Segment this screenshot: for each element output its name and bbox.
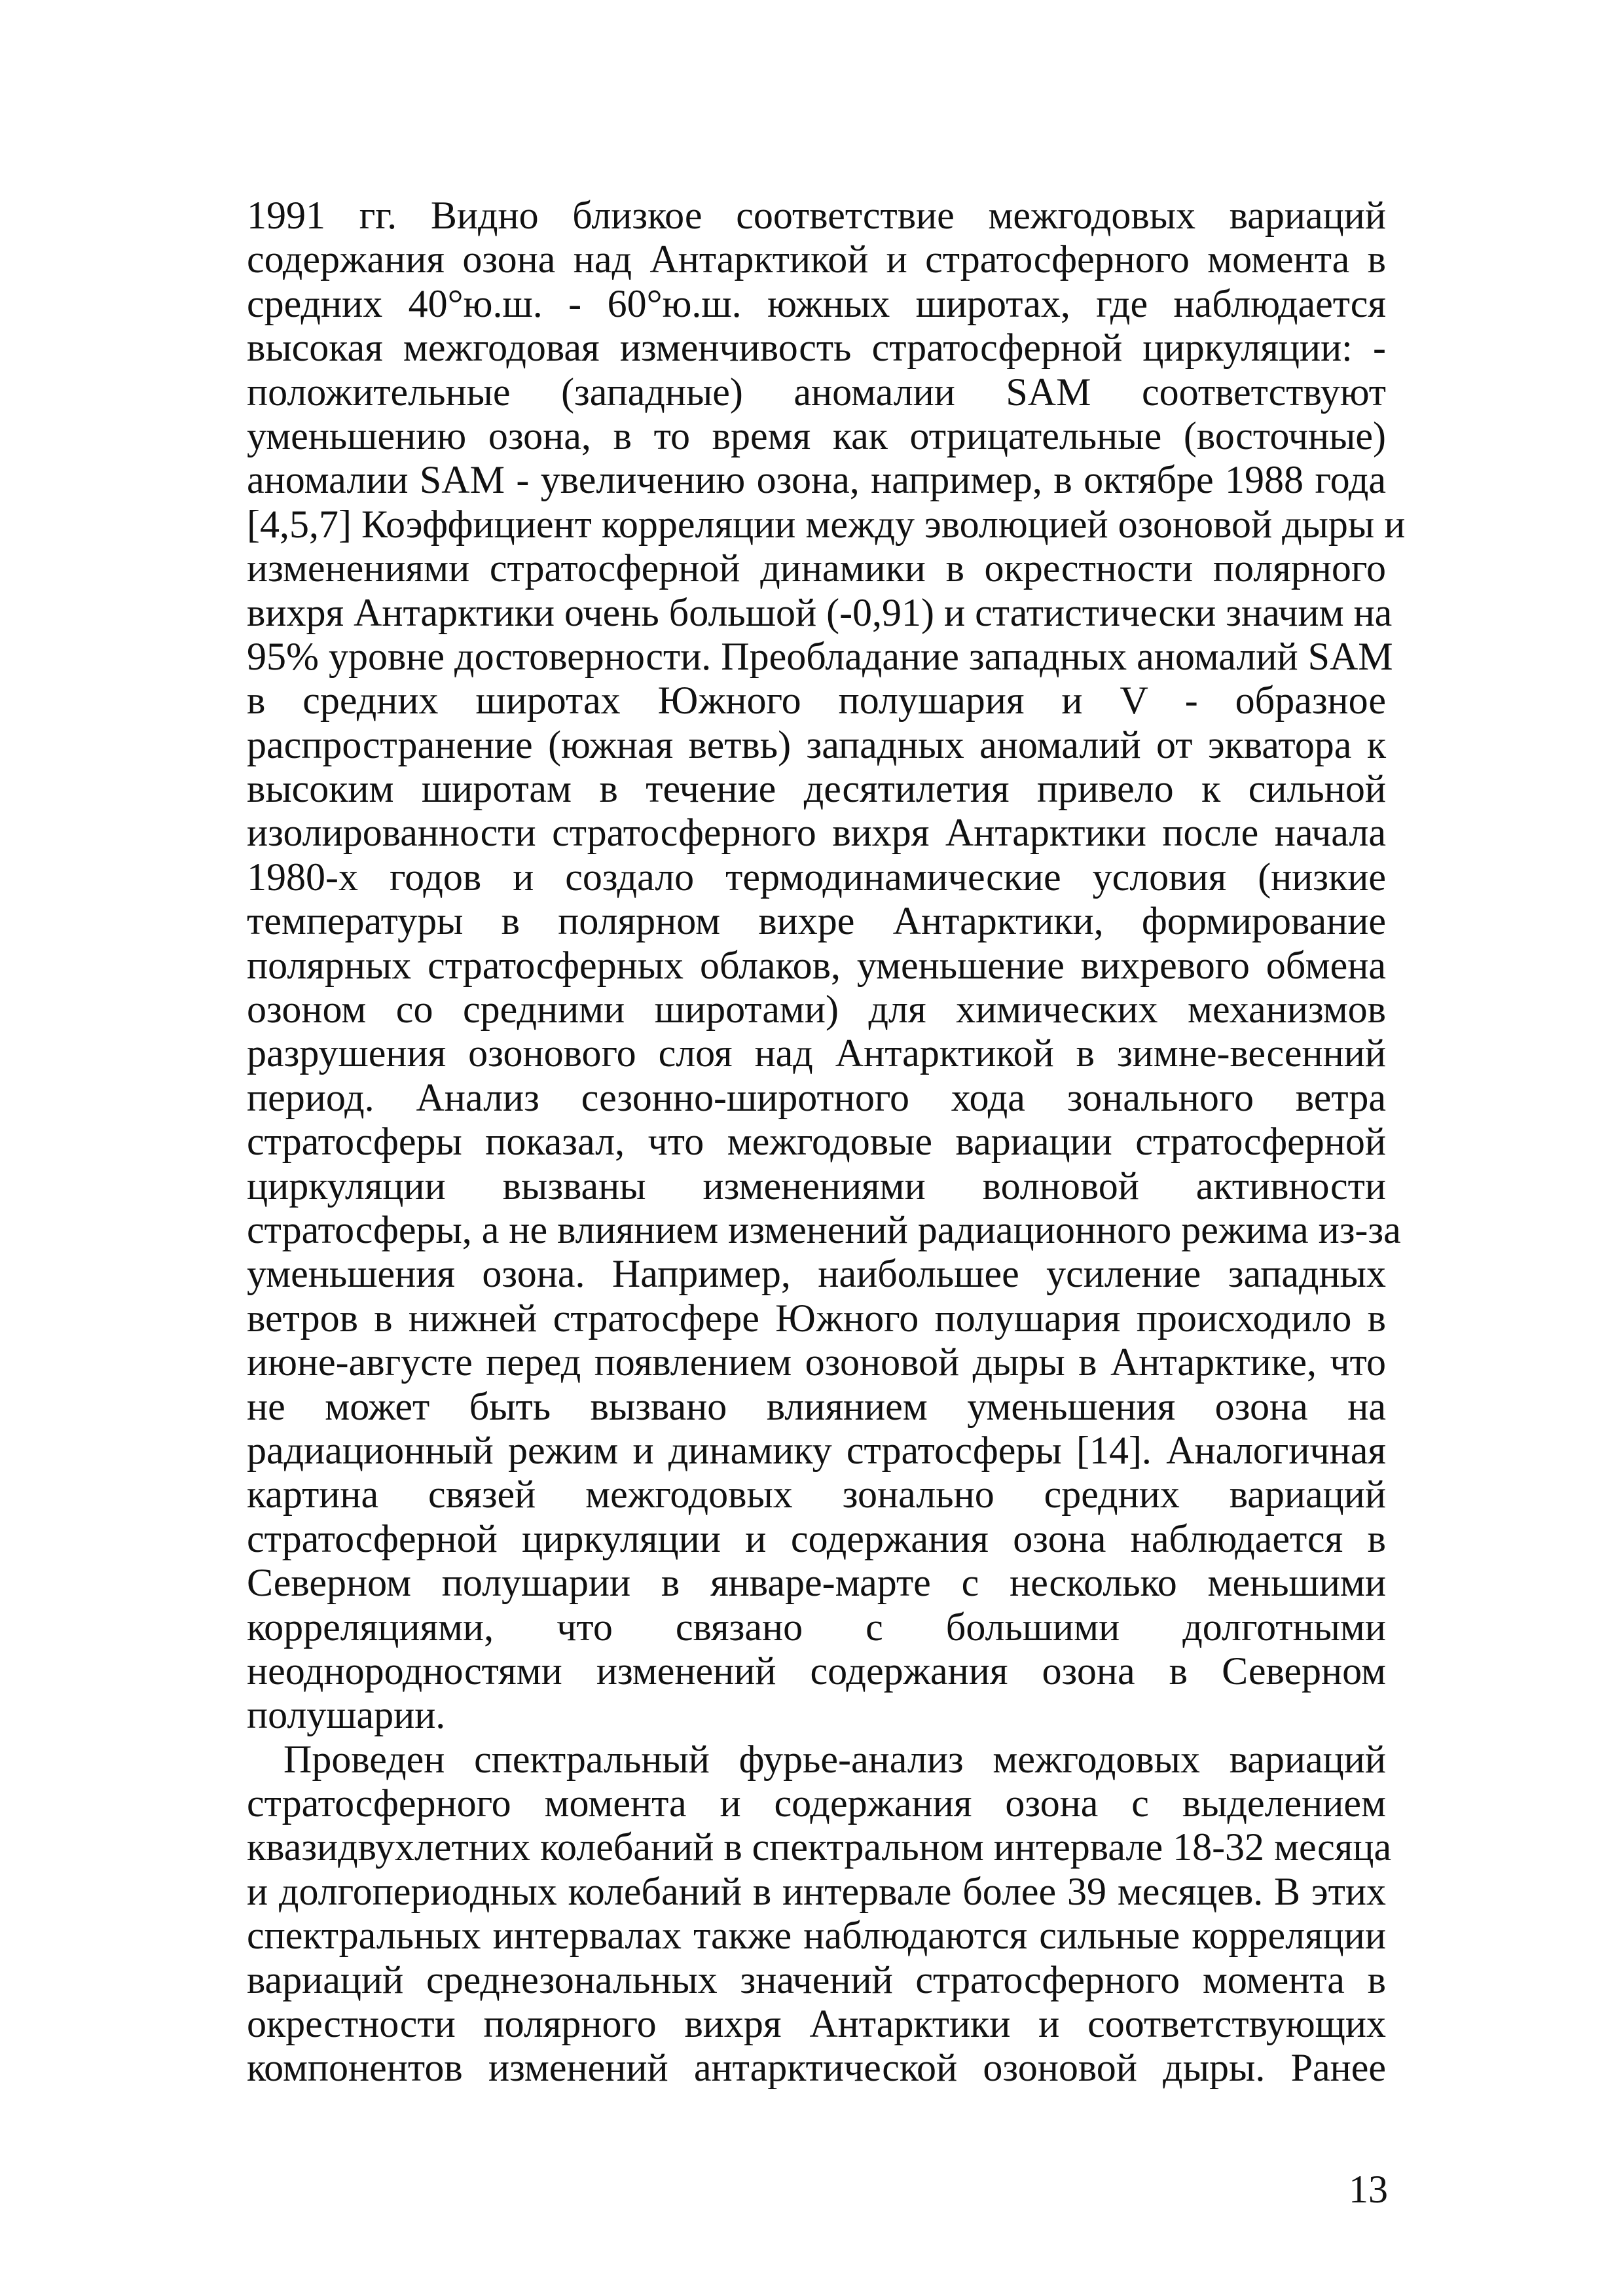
text-line: изолированности стратосферного вихря Антарктики после начала xyxy=(247,811,1386,855)
paragraph-first-line: Проведен спектральный фурье-анализ межгодовых вариаций xyxy=(283,1737,1386,1781)
text-line: стратосферной циркуляции и содержания озона наблюдается в xyxy=(247,1516,1386,1560)
text-line: вариаций среднезональных значений стратосферного момента в xyxy=(247,1958,1386,2001)
text-line: ветров в нижней стратосфере Южного полушария происходило в xyxy=(247,1296,1386,1340)
text-line: картина связей межгодовых зонально средних вариаций xyxy=(247,1473,1386,1516)
text-line: период. Анализ сезонно-широтного хода зонального ветра xyxy=(247,1075,1386,1119)
page-number: 13 xyxy=(1349,2168,1388,2211)
text-line: вихря Антарктики очень большой (-0,91) и статистически значим на xyxy=(247,590,1393,634)
text-line: циркуляции вызваны изменениями волновой активности xyxy=(247,1164,1386,1208)
text-line: Северном полушарии в январе-марте с несколько меньшими xyxy=(247,1561,1386,1605)
text-line: неоднородностями изменений содержания озона в Северном xyxy=(247,1649,1386,1693)
text-line: квазидвухлетних колебаний в спектральном интервале 18-32 месяца xyxy=(247,1825,1392,1869)
text-line: спектральных интервалах также наблюдаются сильные корреляции xyxy=(247,1914,1386,1958)
text-line: стратосферы, а не влиянием изменений радиационного режима из-за xyxy=(247,1208,1401,1251)
text-line: стратосферного момента и содержания озона с выделением xyxy=(247,1782,1386,1825)
body-text xyxy=(247,194,1406,2090)
text-line: июне-августе перед появлением озоновой дыры в Антарктике, что xyxy=(247,1340,1386,1384)
text-line: распространение (южная ветвь) западных аномалий от экватора к xyxy=(247,723,1386,766)
paragraph-last-line: полушарии. xyxy=(247,1693,446,1737)
text-line: не может быть вызвано влиянием уменьшения озона на xyxy=(247,1384,1386,1428)
text-line: 1991 гг. Видно близкое соответствие межгодовых вариаций xyxy=(247,194,1386,237)
text-line: стратосферы показал, что межгодовые вариации стратосферной xyxy=(247,1120,1386,1164)
text-line: окрестности полярного вихря Антарктики и соответствующих xyxy=(247,2002,1386,2046)
text-line: содержания озона над Антарктикой и стратосферного момента в xyxy=(247,238,1386,281)
text-line: полярных стратосферных облаков, уменьшение вихревого обмена xyxy=(247,943,1386,987)
text-line: озоном со средними широтами) для химических механизмов xyxy=(247,988,1386,1031)
text-line: разрушения озонового слоя над Антарктикой в зимне-весенний xyxy=(247,1031,1386,1075)
text-line: 95% уровне достоверности. Преобладание западных аномалий SAM xyxy=(247,634,1393,678)
text-line: уменьшения озона. Например, наибольшее усиление западных xyxy=(247,1252,1386,1296)
text-line: изменениями стратосферной динамики в окрестности полярного xyxy=(247,547,1386,590)
text-line: компонентов изменений антарктической озоновой дыры. Ранее xyxy=(247,2046,1386,2090)
text-line: в средних широтах Южного полушария и V - образное xyxy=(247,679,1386,723)
text-line: средних 40°ю.ш. - 60°ю.ш. южных широтах, где наблюдается xyxy=(247,281,1386,325)
text-line: и долгопериодных колебаний в интервале более 39 месяцев. В этих xyxy=(247,1869,1386,1913)
text-line: положительные (западные) аномалии SAM соответствуют xyxy=(247,370,1386,414)
text-line: корреляциями, что связано с большими долготными xyxy=(247,1605,1386,1649)
text-line: аномалии SAM - увеличению озона, например, в октябре 1988 года xyxy=(247,458,1386,502)
text-line: радиационный режим и динамику стратосферы [14]. Аналогичная xyxy=(247,1428,1386,1472)
text-line: высоким широтам в течение десятилетия привело к сильной xyxy=(247,767,1386,811)
text-line: уменьшению озона, в то время как отрицательные (восточные) xyxy=(247,414,1386,457)
text-line: температуры в полярном вихре Антарктики, формирование xyxy=(247,899,1386,943)
text-line: [4,5,7] Коэффициент корреляции между эволюцией озоновой дыры и xyxy=(247,502,1406,546)
text-line: 1980-х годов и создало термодинамические условия (низкие xyxy=(247,855,1386,899)
text-line: высокая межгодовая изменчивость стратосферной циркуляции: - xyxy=(247,326,1386,370)
